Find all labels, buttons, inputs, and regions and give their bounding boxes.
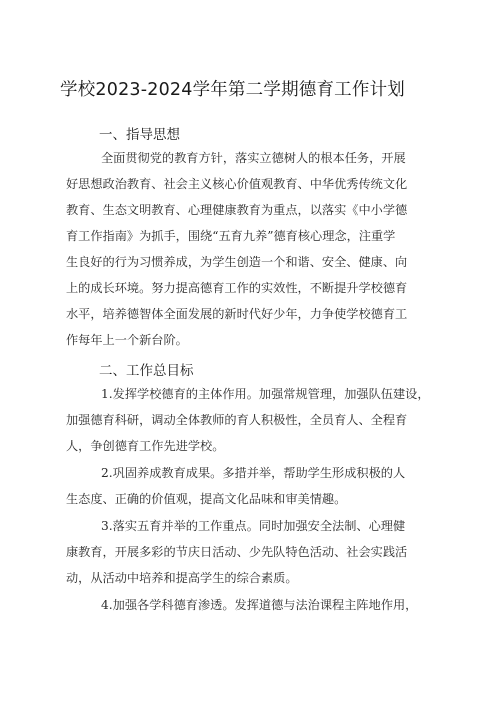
- section-heading-overall-goals: 二、工作总目标: [99, 363, 194, 379]
- line-text: 作每年上一个新台阶。: [66, 333, 188, 347]
- line-text: 育工作指南》为抓手，围绕“五育九养”德育核心理念，注重学: [66, 229, 396, 243]
- document-title: 学校2023-2024学年第二学期德育工作计划: [60, 80, 405, 100]
- line-text: 全面贯彻党的教育方针，落实立德树人的根本任务，开展: [101, 151, 406, 165]
- line-text: 动，从活动中培养和提高学生的综合素质。: [66, 571, 298, 585]
- line-text: 3.落实五育并举的工作重点。同时加强安全法制、心理健: [101, 519, 406, 533]
- line-text: 4.加强各学科德育渗透。发挥道德与法治课程主阵地作用，: [101, 598, 418, 612]
- line-text: 上的成长环境。努力提高德育工作的实效性，不断提升学校德育: [66, 281, 408, 295]
- line-text: 康教育，开展多彩的节庆日活动、少先队特色活动、社会实践活: [66, 545, 408, 559]
- line-text: 2.巩固养成教育成果。多措并举，帮助学生形成积极的人: [101, 466, 406, 480]
- section-heading-guiding-ideology: 一、指导思想: [99, 127, 180, 143]
- line-text: 加强德育科研，调动全体教师的育人积极性，全员育人、全程育: [66, 413, 408, 427]
- line-text: 1.发挥学校德育的主体作用。加强常规管理，加强队伍建设，: [101, 387, 430, 401]
- line-text: 人，争创德育工作先进学校。: [66, 439, 225, 453]
- line-text: 生良好的行为习惯养成，为学生创造一个和谐、安全、健康、向: [66, 255, 408, 269]
- line-text: 生态度、正确的价值观，提高文化品味和审美情趣。: [66, 492, 347, 506]
- line-text: 水平，培养德智体全面发展的新时代好少年，力争使学校德育工: [66, 307, 408, 321]
- line-text: 教育、生态文明教育、心理健康教育为重点，以落实《中小学德: [66, 203, 408, 217]
- line-text: 好思想政治教育、社会主义核心价值观教育、中华优秀传统文化: [66, 177, 408, 191]
